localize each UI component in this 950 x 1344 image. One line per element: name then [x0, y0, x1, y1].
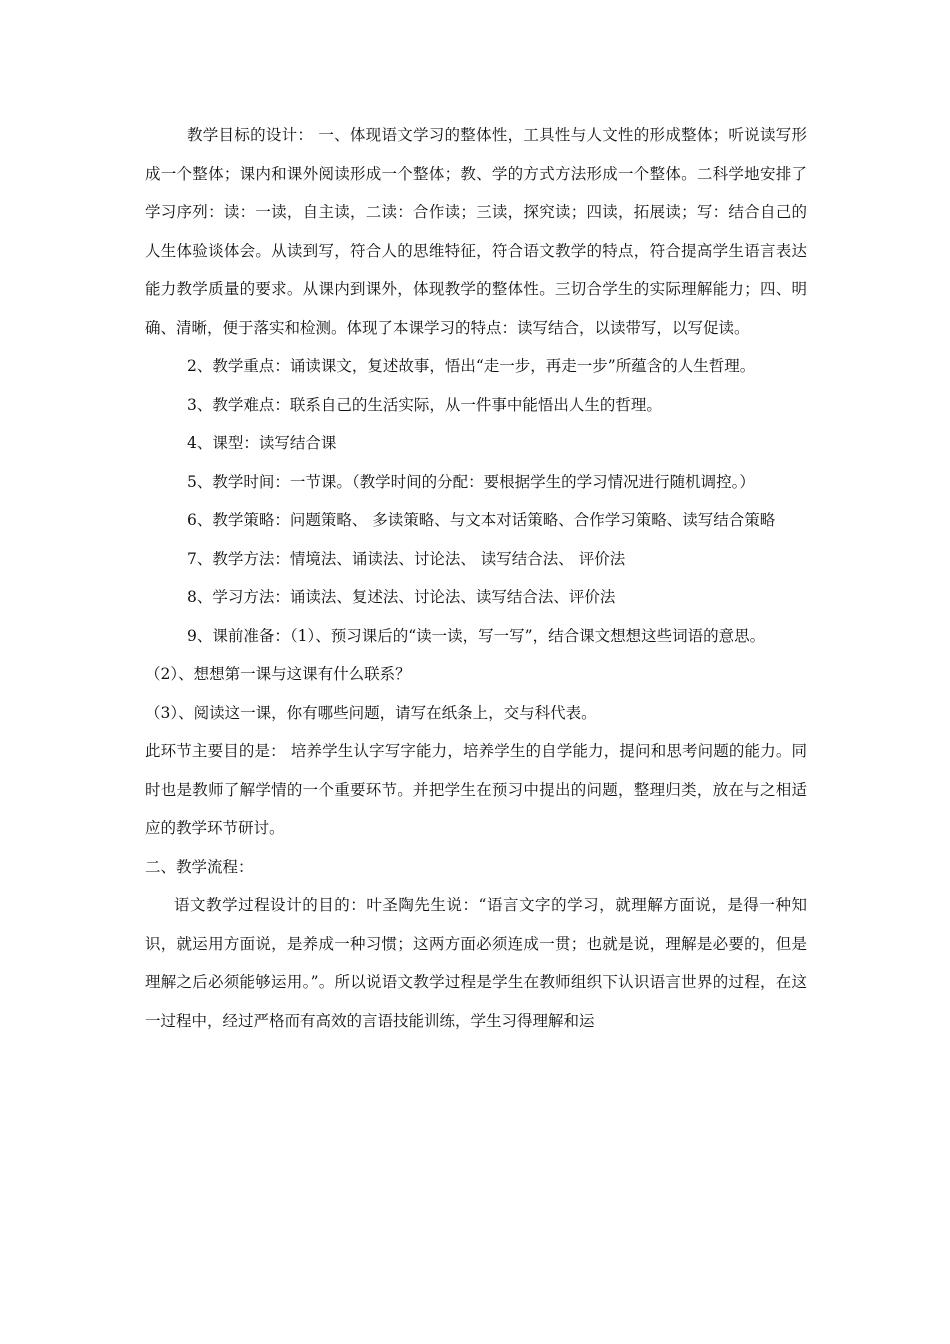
teaching-goal-design-paragraph: 教学目标的设计： 一、体现语文学习的整体性，工具性与人文性的形成整体；听说读写形成一个整体；课内和课外阅读形成一个整体；教、学的方式方法形成一个整体。二科学地安排了学习序列：读：一读，自主读，二读：合作读；三读，探究读；四读，拓展读；写：结合自己的人生体验谈体会。从读到写，符合人的思维特征，符合语文教学的特点，符合提高学生语言表达能力教学质量的要求。从课内到课外，体现教学的整体性。三切合学生的实际理解能力；四、明确、清晰，便于落实和检测。体现了本课学习的特点：读写结合，以读带写，以写促读。	[145, 126, 807, 337]
lesson-type: 4、课型：读写结合课	[187, 434, 337, 452]
pre-class-preparation: 9、课前准备：（1）、预习课后的“读一读，写一写”，结合课文想想这些词语的意思。	[187, 626, 766, 645]
teaching-key-points: 2、教学重点：诵读课文，复述故事，悟出“走一步，再走一步”所蕴含的人生哲理。	[187, 357, 756, 375]
section-heading-teaching-flow: 二、教学流程：	[145, 857, 254, 876]
preparation-item-2: （2）、想想第一课与这课有什么联系？	[145, 665, 411, 683]
learning-methods: 8、学习方法：诵读法、复述法、讨论法、读写结合法、评价法	[187, 588, 616, 606]
purpose-of-this-step: 此环节主要目的是： 培养学生认字写字能力，培养学生的自学能力，提问和思考问题的能力。同时也是教师了解学情的一个重要环节。并把学生在预习中提出的问题，整理归类，放在与之相适应的教学环节研讨。	[145, 742, 807, 837]
preparation-item-3: （3）、阅读这一课，你有哪些问题，请写在纸条上，交与科代表。	[145, 703, 597, 722]
document-body	[145, 116, 807, 1040]
teaching-difficulties: 3、教学难点：联系自己的生活实际，从一件事中能悟出人生的哲理。	[187, 395, 662, 414]
teaching-strategies: 6、教学策略：问题策略、 多读策略、与文本对话策略、合作学习策略、读写结合策略	[187, 511, 776, 529]
teaching-methods: 7、教学方法：情境法、诵读法、讨论法、 读写结合法、 评价法	[187, 549, 626, 568]
teaching-process-purpose: 语文教学过程设计的目的：叶圣陶先生说：“语言文字的学习，就理解方面说，是得一种知识，就运用方面说，是养成一种习惯；这两方面必须连成一贯；也就是说，理解是必要的，但是理解之后必须能够运用。”。所以说语文教学过程是学生在教师组织下认识语言世界的过程，在这一过程中，经过严格而有高效的言语技能训练，学生习得理解和运	[145, 896, 807, 1030]
teaching-time: 5、教学时间：一节课。（教学时间的分配：要根据学生的学习情况进行随机调控。）	[187, 472, 755, 491]
